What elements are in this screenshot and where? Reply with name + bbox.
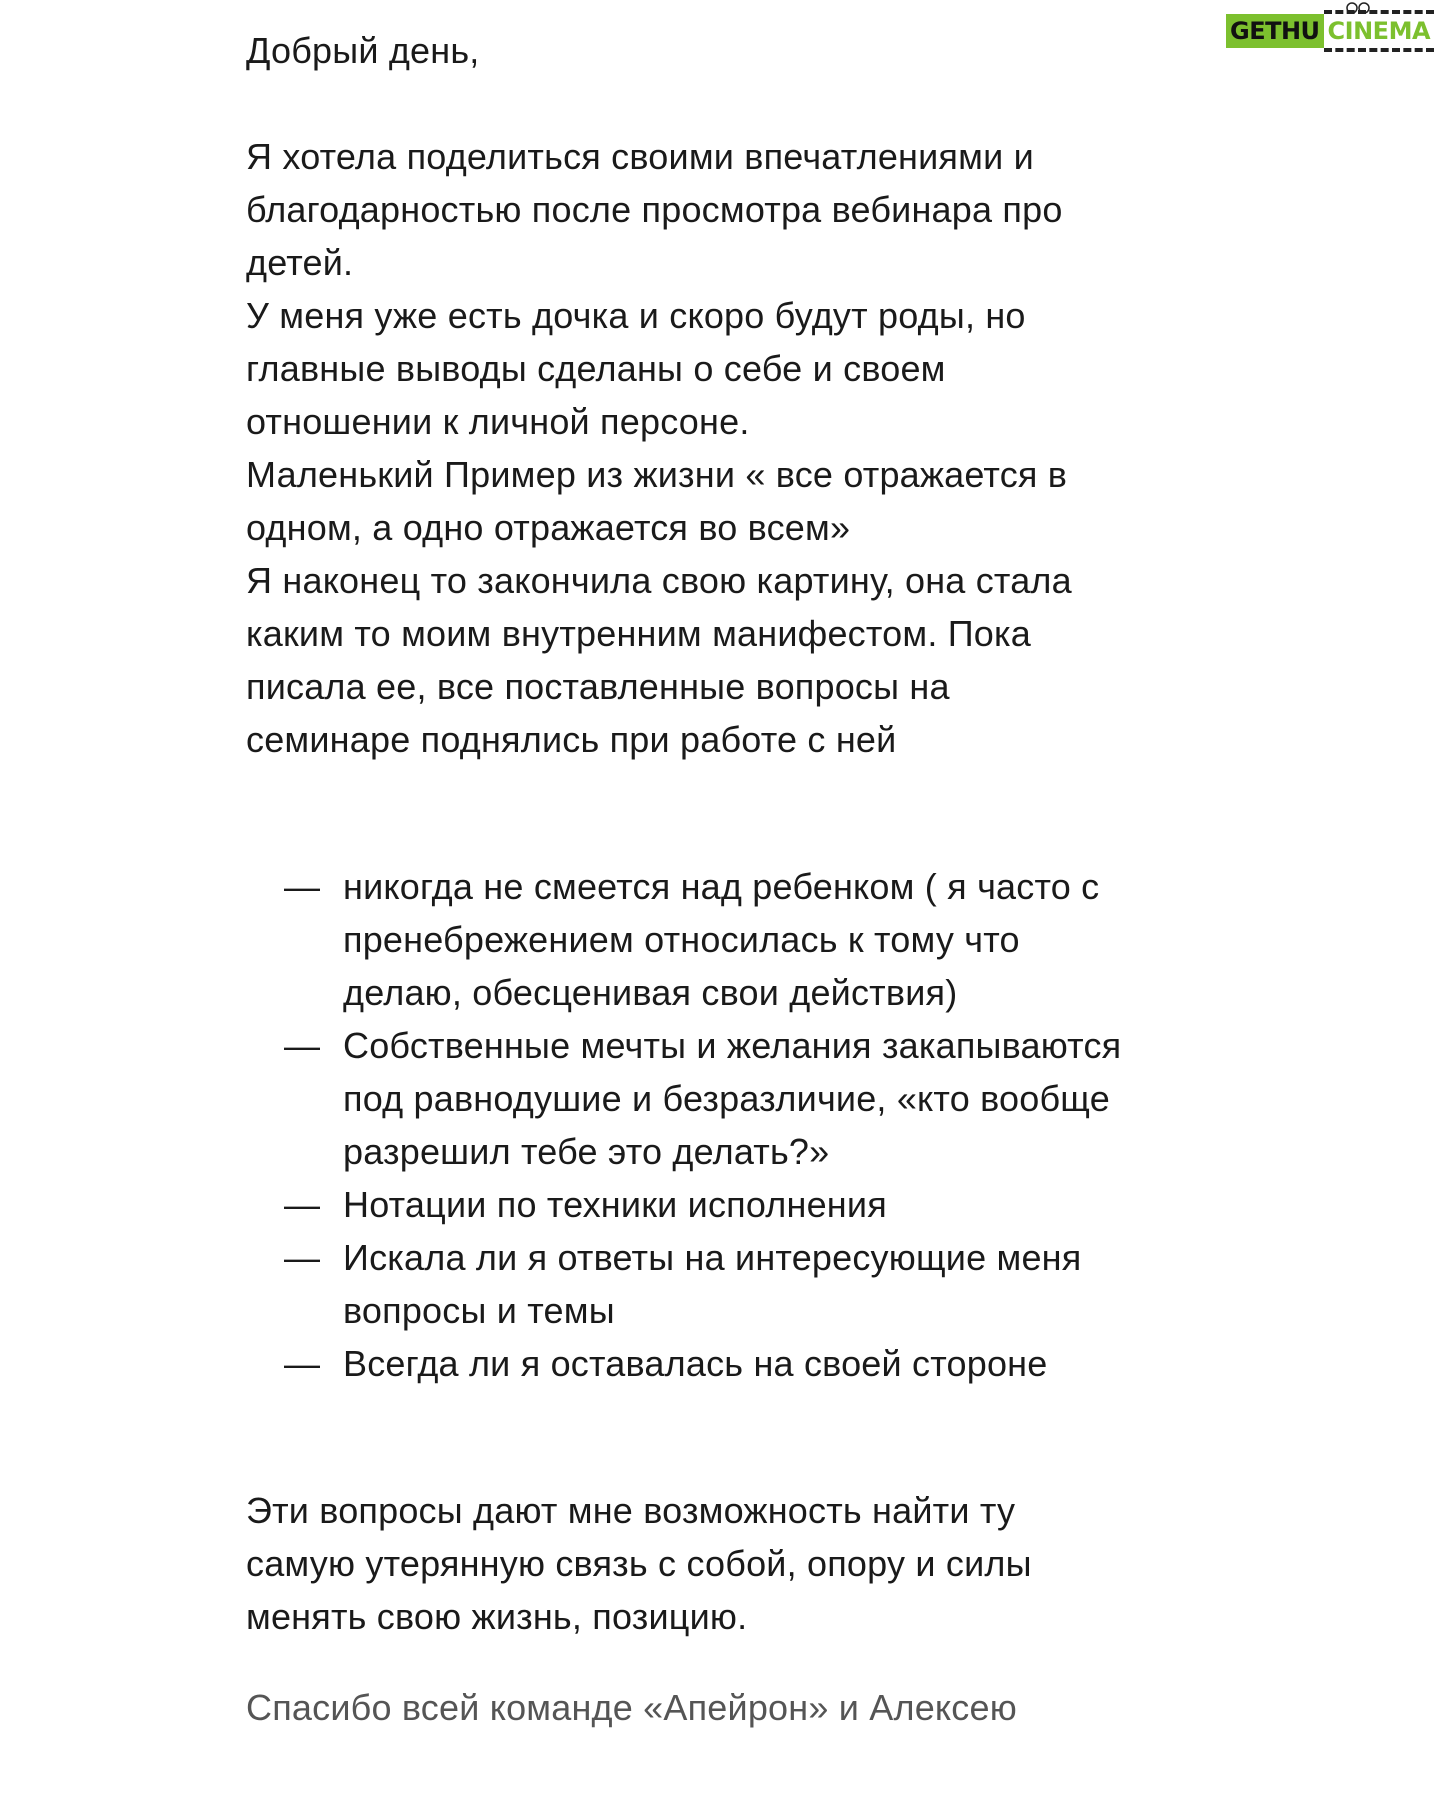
spacer	[246, 1390, 1246, 1484]
text-line: Всегда ли я оставалась на своей стороне	[343, 1343, 1048, 1384]
text-line: Я наконец то закончила свою картину, она стала	[246, 560, 1072, 601]
text-line: Маленький Пример из жизни « все отражается в	[246, 454, 1068, 495]
intro-paragraph	[246, 130, 1246, 766]
spacer	[246, 766, 1246, 860]
text-line: каким то моим внутренним манифестом. Пока	[246, 613, 1031, 654]
text-line: Нотации по техники исполнения	[343, 1184, 887, 1225]
closing-paragraph	[246, 1484, 1246, 1643]
text-line: делаю, обесценивая свои действия)	[343, 972, 958, 1013]
dash-bullet: —	[284, 1025, 321, 1066]
text-line: одном, а одно отражается во всем»	[246, 507, 851, 548]
dash-bullet: —	[284, 1343, 321, 1384]
text-line: менять свою жизнь, позицию.	[246, 1596, 748, 1637]
text-line: никогда не смеется над ребенком ( я часто с	[343, 866, 1100, 907]
list-item	[246, 1231, 1246, 1337]
logo-text-cinema: CINEMA	[1324, 10, 1434, 52]
text-line: У меня уже есть дочка и скоро будут роды, но	[246, 295, 1026, 336]
reflection-list	[246, 860, 1246, 1390]
list-item	[246, 1019, 1246, 1178]
film-reel-icon	[1346, 2, 1372, 14]
text-line: отношении к личной персоне.	[246, 401, 750, 442]
dash-bullet: —	[284, 866, 321, 907]
text-line: Собственные мечты и желания закапываются	[343, 1025, 1122, 1066]
letter-body	[246, 24, 1246, 1734]
watermark-logo	[1226, 12, 1438, 50]
text-line: Искала ли я ответы на интересующие меня	[343, 1237, 1082, 1278]
text-line: под равнодушие и безразличие, «кто вообще	[343, 1078, 1110, 1119]
text-line: Эти вопросы дают мне возможность найти ту	[246, 1490, 1016, 1531]
text-line: самую утерянную связь с собой, опору и силы	[246, 1543, 1032, 1584]
greeting: Добрый день,	[246, 30, 480, 71]
list-item	[246, 1178, 1246, 1231]
text-line: главные выводы сделаны о себе и своем	[246, 348, 946, 389]
text-line: семинаре поднялись при работе с ней	[246, 719, 897, 760]
list-item	[246, 860, 1246, 1019]
spacer	[246, 1643, 1246, 1681]
text-line: благодарностью после просмотра вебинара про	[246, 189, 1063, 230]
text-line: Я хотела поделиться своими впечатлениями и	[246, 136, 1034, 177]
signoff: Спасибо всей команде «Апейрон» и Алексею	[246, 1687, 1017, 1728]
spacer	[246, 77, 1246, 130]
text-line: вопросы и темы	[343, 1290, 615, 1331]
list-item	[246, 1337, 1246, 1390]
text-line: детей.	[246, 242, 354, 283]
dash-bullet: —	[284, 1184, 321, 1225]
text-line: разрешил тебе это делать?»	[343, 1131, 830, 1172]
text-line: писала ее, все поставленные вопросы на	[246, 666, 950, 707]
dash-bullet: —	[284, 1237, 321, 1278]
logo-text-gethu: GETHU	[1226, 14, 1324, 48]
text-line: пренебрежением относилась к тому что	[343, 919, 1020, 960]
